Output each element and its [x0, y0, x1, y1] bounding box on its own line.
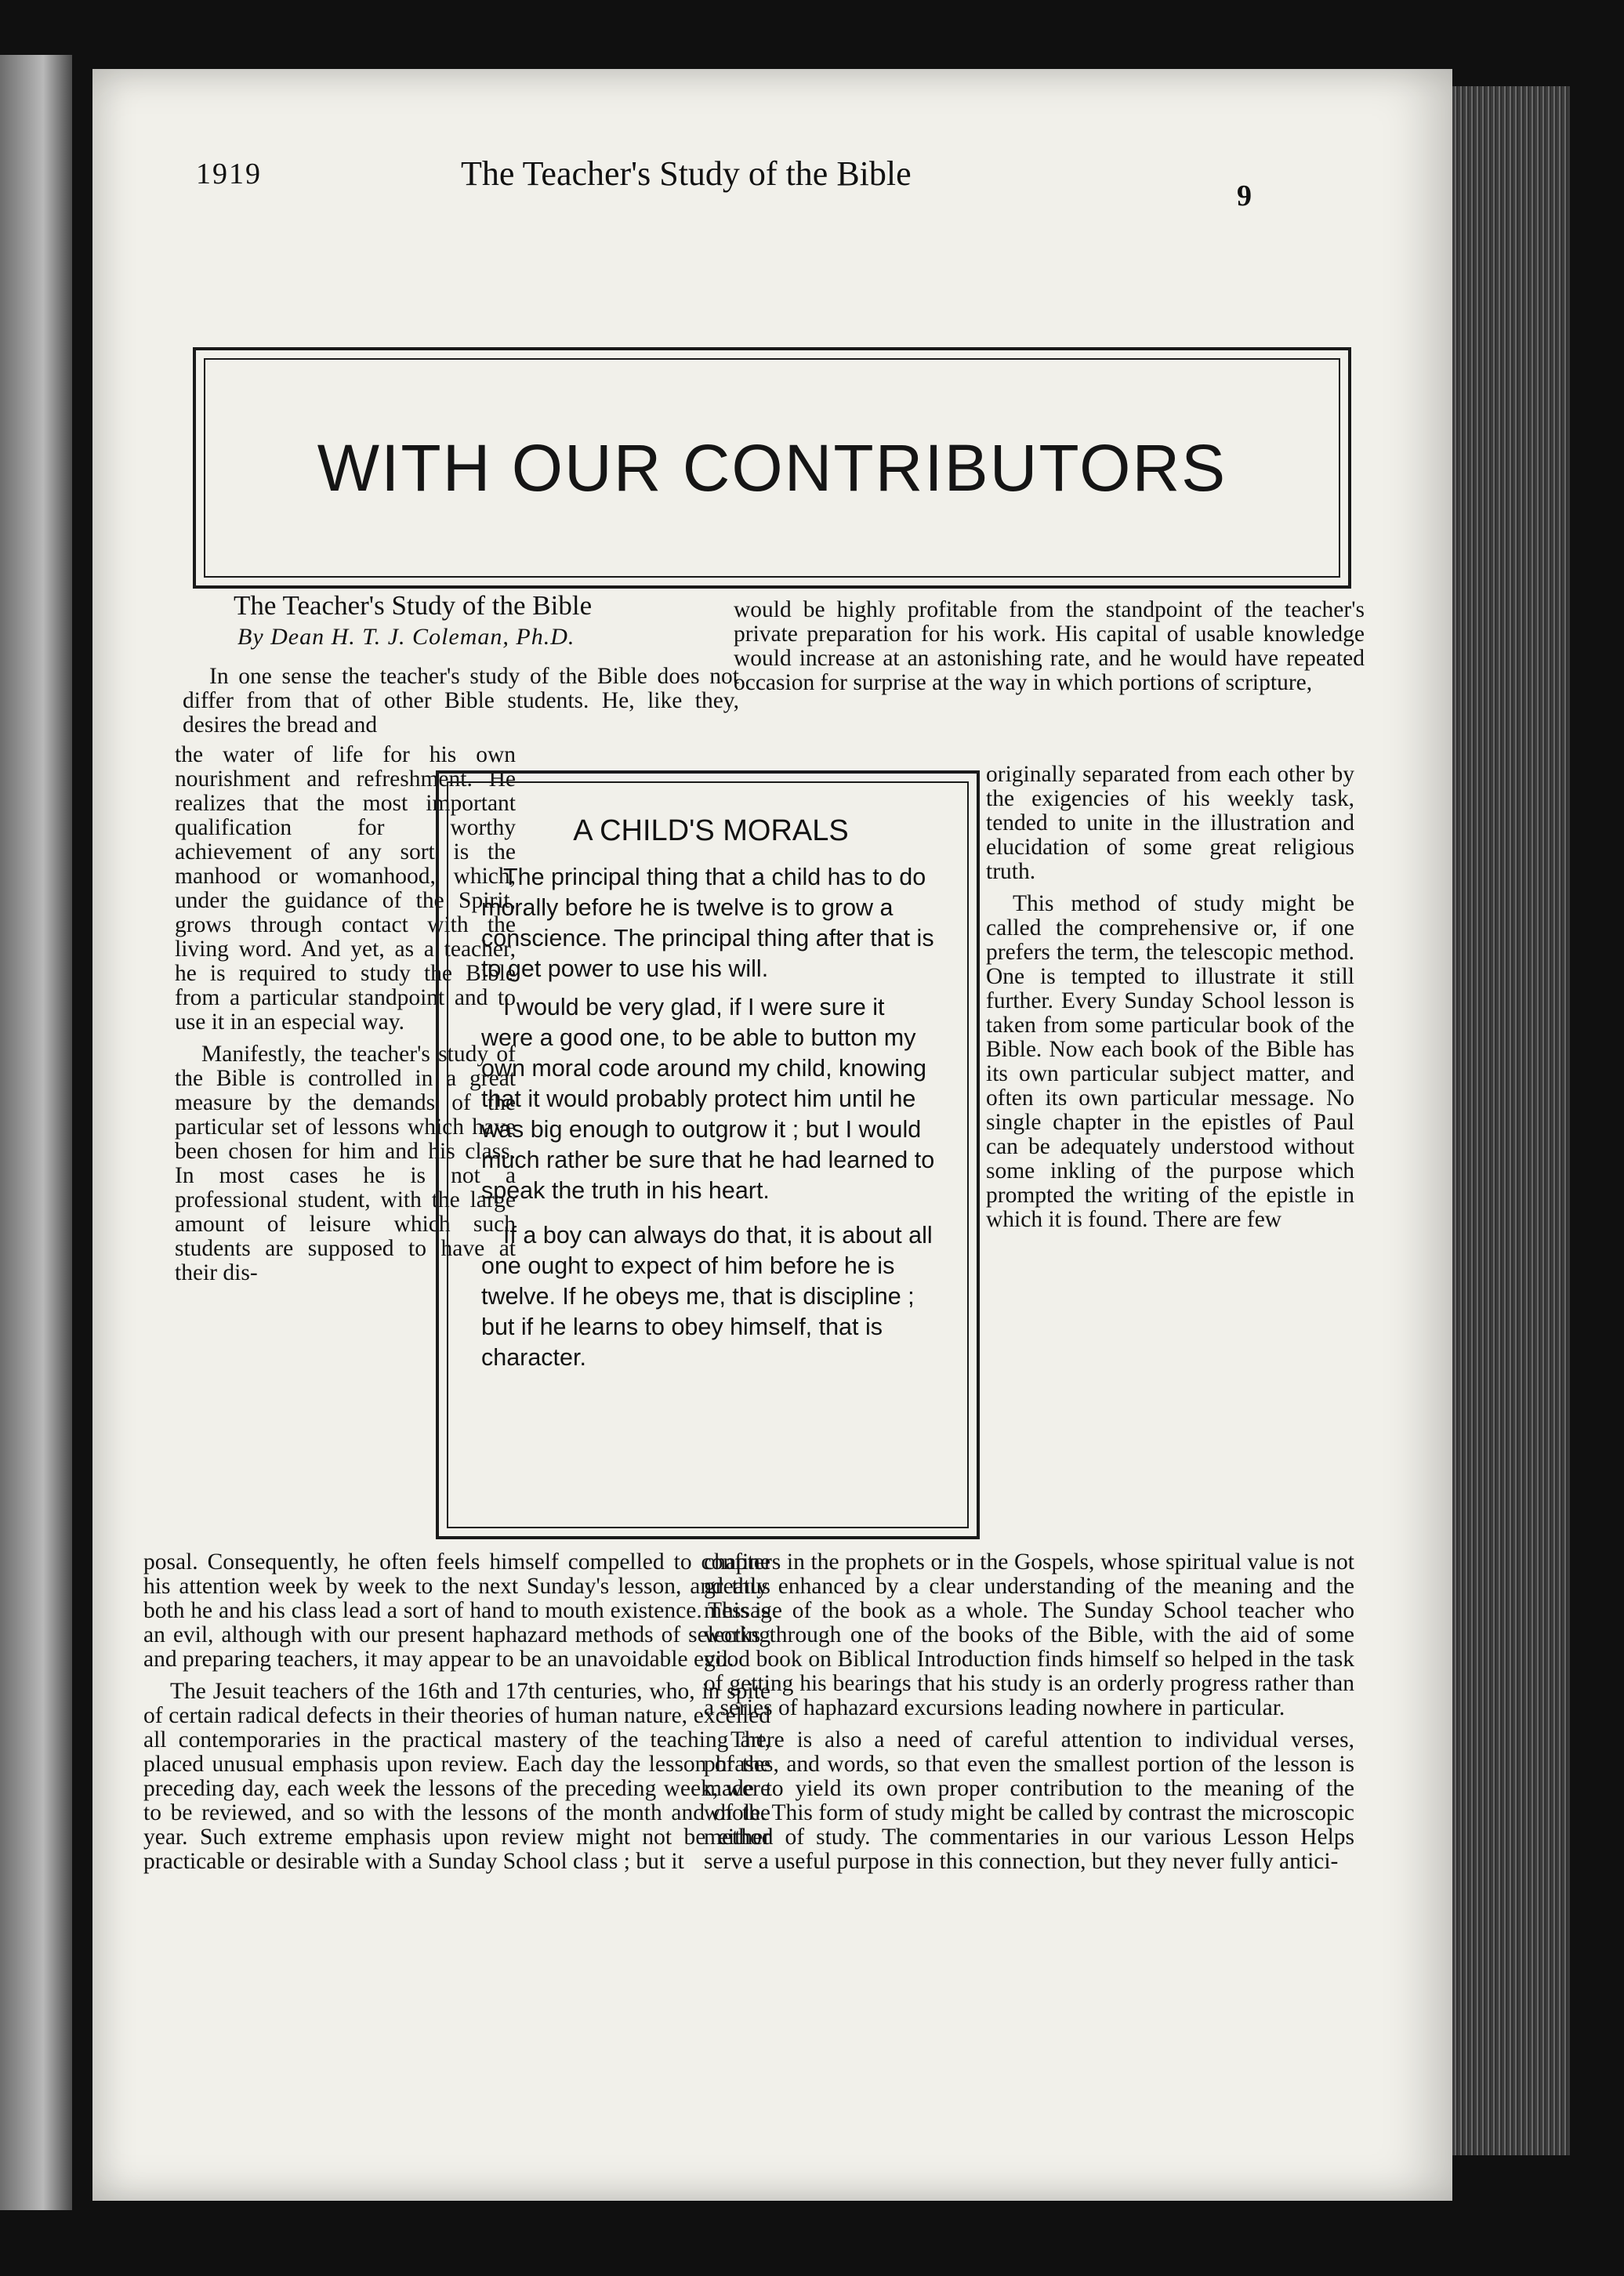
paragraph: In one sense the teacher's study of the Bible does not differ from that of other Bible students. He, like they, desires the bread and [183, 664, 739, 738]
sidebar-paragraph: If a boy can always do that, it is about all one ought to expect of him before he is twelve. If he obeys me, that is discipline ; but if he learns to obey himself, that is character. [481, 1222, 933, 1371]
page-number: 9 [1237, 179, 1252, 212]
sidebar-title: A CHILD'S MORALS [573, 814, 849, 847]
sidebar-paragraph: I would be very glad, if I were sure it were a good one, to be able to button my own moral code around my child, knowing that it would probably protect him until he was big enough to outgrow it ; but I would much rather be sure that he had learned to speak the truth in his heart. [481, 994, 935, 1204]
running-head-title: The Teacher's Study of the Bible [461, 154, 912, 193]
paragraph: The Jesuit teachers of the 16th and 17th centuries, who, in spite of certain radical defects in their theories of human nature, excelled all contemporaries in the practical mastery of the teaching art, placed unusual emphasis upon review. Each day the lesson of the preceding day, each week the lessons of the preceding week, were to be reviewed, and so with the lessons of the month and of the year. Such extreme emphasis upon review might not be either practicable or desirable with a Sunday School class ; but it [143, 1679, 770, 1874]
paragraph: originally separated from each other by the exigencies of his weekly task, tended to unite in the illustration and elucidation of some great religious truth. [986, 762, 1354, 884]
article-title: The Teacher's Study of the Bible [234, 590, 593, 621]
paragraph: posal. Consequently, he often feels himself compelled to confine his attention week by week to the next Sunday's lesson, and thus both he and his class lead a sort of hand to mouth existence. This is an evil, although with our present haphazard methods of selecting and preparing teachers, it may appear to be an unavoidable evil. [143, 1549, 770, 1672]
column-1-intro [183, 665, 739, 738]
page-block-edges [1452, 86, 1570, 2155]
column-2-narrow [986, 763, 1354, 1232]
paragraph: This method of study might be called the comprehensive or, if one prefers the term, the telescopic method. One is tempted to illustrate it still further. Every Sunday School lesson is taken from some particular book of the Bible. Now each book of the Bible has its own particular subject matter, and often its own particular message. No single chapter in the epistles of Paul can be adequately understood without some inkling of the purpose which prompted the writing of the epistle in which it is found. There are few [986, 891, 1354, 1232]
facing-page-edge [0, 55, 72, 2210]
section-banner [193, 347, 1351, 589]
article-byline: By Dean H. T. J. Coleman, Ph.D. [237, 624, 575, 650]
book-page [92, 69, 1452, 2201]
paragraph: Manifestly, the teacher's study of the Bible is controlled in a great measure by the demands of the particular set of lessons which have been chosen for him and his class. In most cases he is not a professional student, with the large amount of leisure which such students are supposed to have at their dis- [175, 1042, 516, 1285]
banner-heading: WITH OUR CONTRIBUTORS [317, 430, 1227, 505]
paragraph: the water of life for his own nourishment and refreshment. He realizes that the most important qualification for worthy achievement of any sort is the manhood or womanhood, which, under the guidance of the Spirit, grows through contact with the living word. And yet, as a teacher, he is required to study the Bible from a particular standpoint and to use it in an especial way. [175, 742, 516, 1035]
column-1-lower [143, 1550, 770, 1874]
paragraph: would be highly profitable from the standpoint of the teacher's private preparation for his work. His capital of usable knowledge would increase at an astonishing rate, and he would have repeated occasion for surprise at the way in which portions of scripture, [734, 597, 1365, 695]
running-head-year: 1919 [196, 158, 262, 190]
column-2-lower [704, 1550, 1354, 1874]
paragraph: chapters in the prophets or in the Gospels, whose spiritual value is not greatly enhanced by a clear understanding of the meaning and the message of the book as a whole. The Sunday School teacher who works through one of the books of the Bible, with the aid of some good book on Biblical Introduction finds himself so helped in the task of getting his bearings that his study is an orderly progress rather than a series of haphazard excursions leading nowhere in particular. [704, 1549, 1354, 1720]
column-2-top [734, 598, 1365, 695]
sidebar-paragraph: The principal thing that a child has to do morally before he is twelve is to grow a conscience. The principal thing after that is to get power to use his will. [481, 864, 934, 982]
paragraph: There is also a need of careful attention to individual verses, phrases, and words, so that even the smallest portion of the lesson is made to yield its own proper contribution to the meaning of the whole. This form of study might be called by contrast the microscopic method of study. The commentaries in our various Lesson Helps serve a useful purpose in this connection, but they never fully antici- [704, 1727, 1354, 1874]
sidebar-box [436, 770, 980, 1539]
